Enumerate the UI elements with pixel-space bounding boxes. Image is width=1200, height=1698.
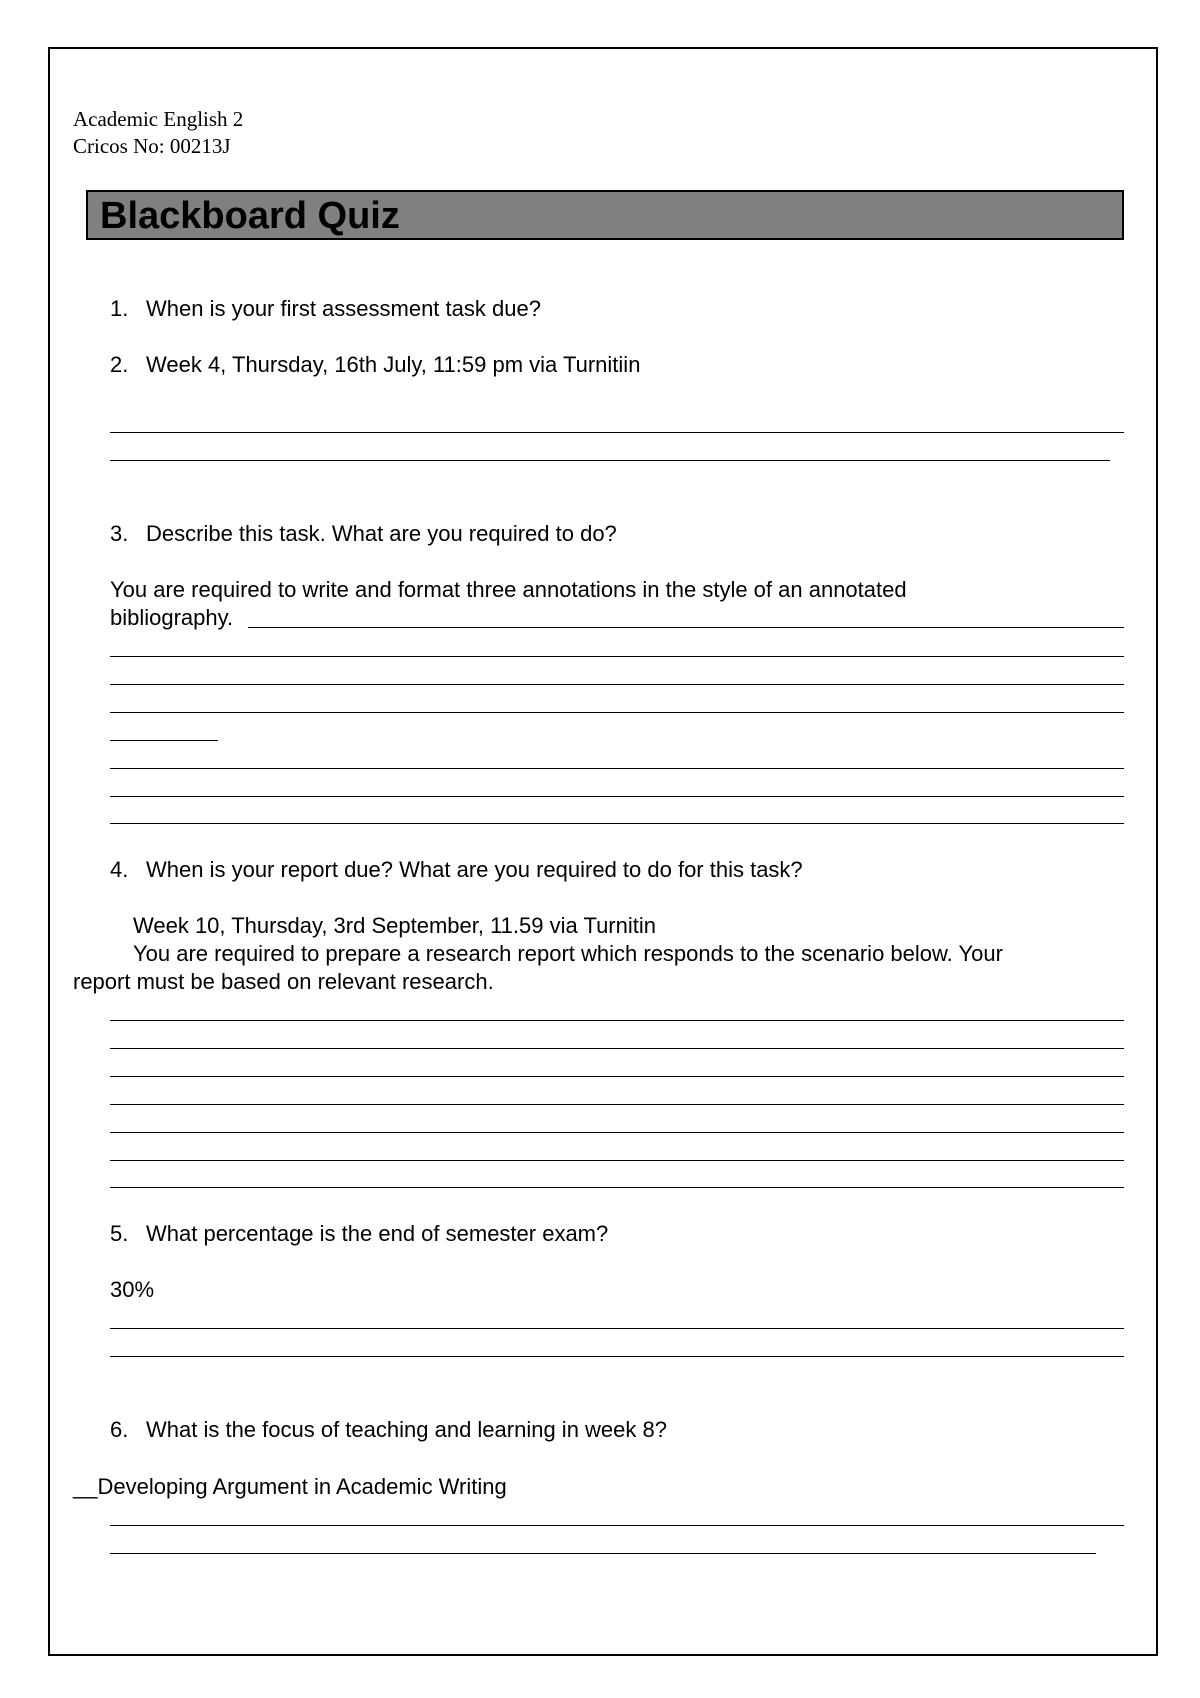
answer-line [110,1104,1124,1105]
answer-line [110,1328,1124,1329]
answer-line [110,1553,1096,1554]
answer-line [110,1076,1124,1077]
course-title: Academic English 2 [73,107,244,131]
question-text: What percentage is the end of semester exam? [146,1221,609,1246]
answer-line [110,1132,1124,1133]
question-4 [110,856,803,884]
answer-line [110,712,1124,713]
answer-line [110,823,1124,824]
question-text: Week 4, Thursday, 16th July, 11:59 pm via Turnitiin [146,352,641,377]
question-number: 5. [110,1221,129,1246]
question-6 [110,1416,667,1444]
question-2 [110,351,640,379]
answer-line [110,1020,1124,1021]
answer-line [110,740,218,741]
answer-6-text: Developing Argument in Academic Writing [97,1474,507,1499]
title-bar [86,190,1124,240]
question-text: What is the focus of teaching and learning in week 8? [146,1417,667,1442]
question-number: 6. [110,1417,129,1442]
answer-5: 30% [110,1277,155,1302]
question-number: 2. [110,352,129,377]
answer-line [110,1048,1124,1049]
answer-line [110,1160,1124,1161]
answer-3-line-1: You are required to write and format three annotations in the style of an annotated [110,577,907,602]
question-1 [110,295,541,323]
answer-line [110,432,1124,433]
answer-6 [73,1473,507,1501]
answer-line [110,1356,1124,1357]
question-number: 4. [110,857,129,882]
question-5 [110,1220,608,1248]
question-3 [110,520,617,548]
answer-line [248,627,1124,628]
page-frame [48,47,1158,1656]
answer-line [110,796,1124,797]
question-text: Describe this task. What are you required to do? [146,521,617,546]
answer-line [110,656,1124,657]
answer-line [110,684,1124,685]
question-number: 3. [110,521,129,546]
question-number: 1. [110,296,129,321]
answer-line [110,1525,1124,1526]
answer-line [110,460,1110,461]
answer-line [110,1187,1124,1188]
answer-4-line-2: You are required to prepare a research report which responds to the scenario below. Your [133,941,1003,966]
question-text: When is your report due? What are you required to do for this task? [146,857,803,882]
answer-6-blank: __ [73,1474,98,1499]
answer-line [110,768,1124,769]
cricos-number: Cricos No: 00213J [73,134,231,158]
page-title: Blackboard Quiz [100,195,400,237]
answer-3-line-2: bibliography. [110,605,234,630]
answer-4-line-1: Week 10, Thursday, 3rd September, 11.59 via Turnitin [133,913,656,938]
question-text: When is your first assessment task due? [146,296,541,321]
answer-4-line-3: report must be based on relevant research. [73,969,494,994]
